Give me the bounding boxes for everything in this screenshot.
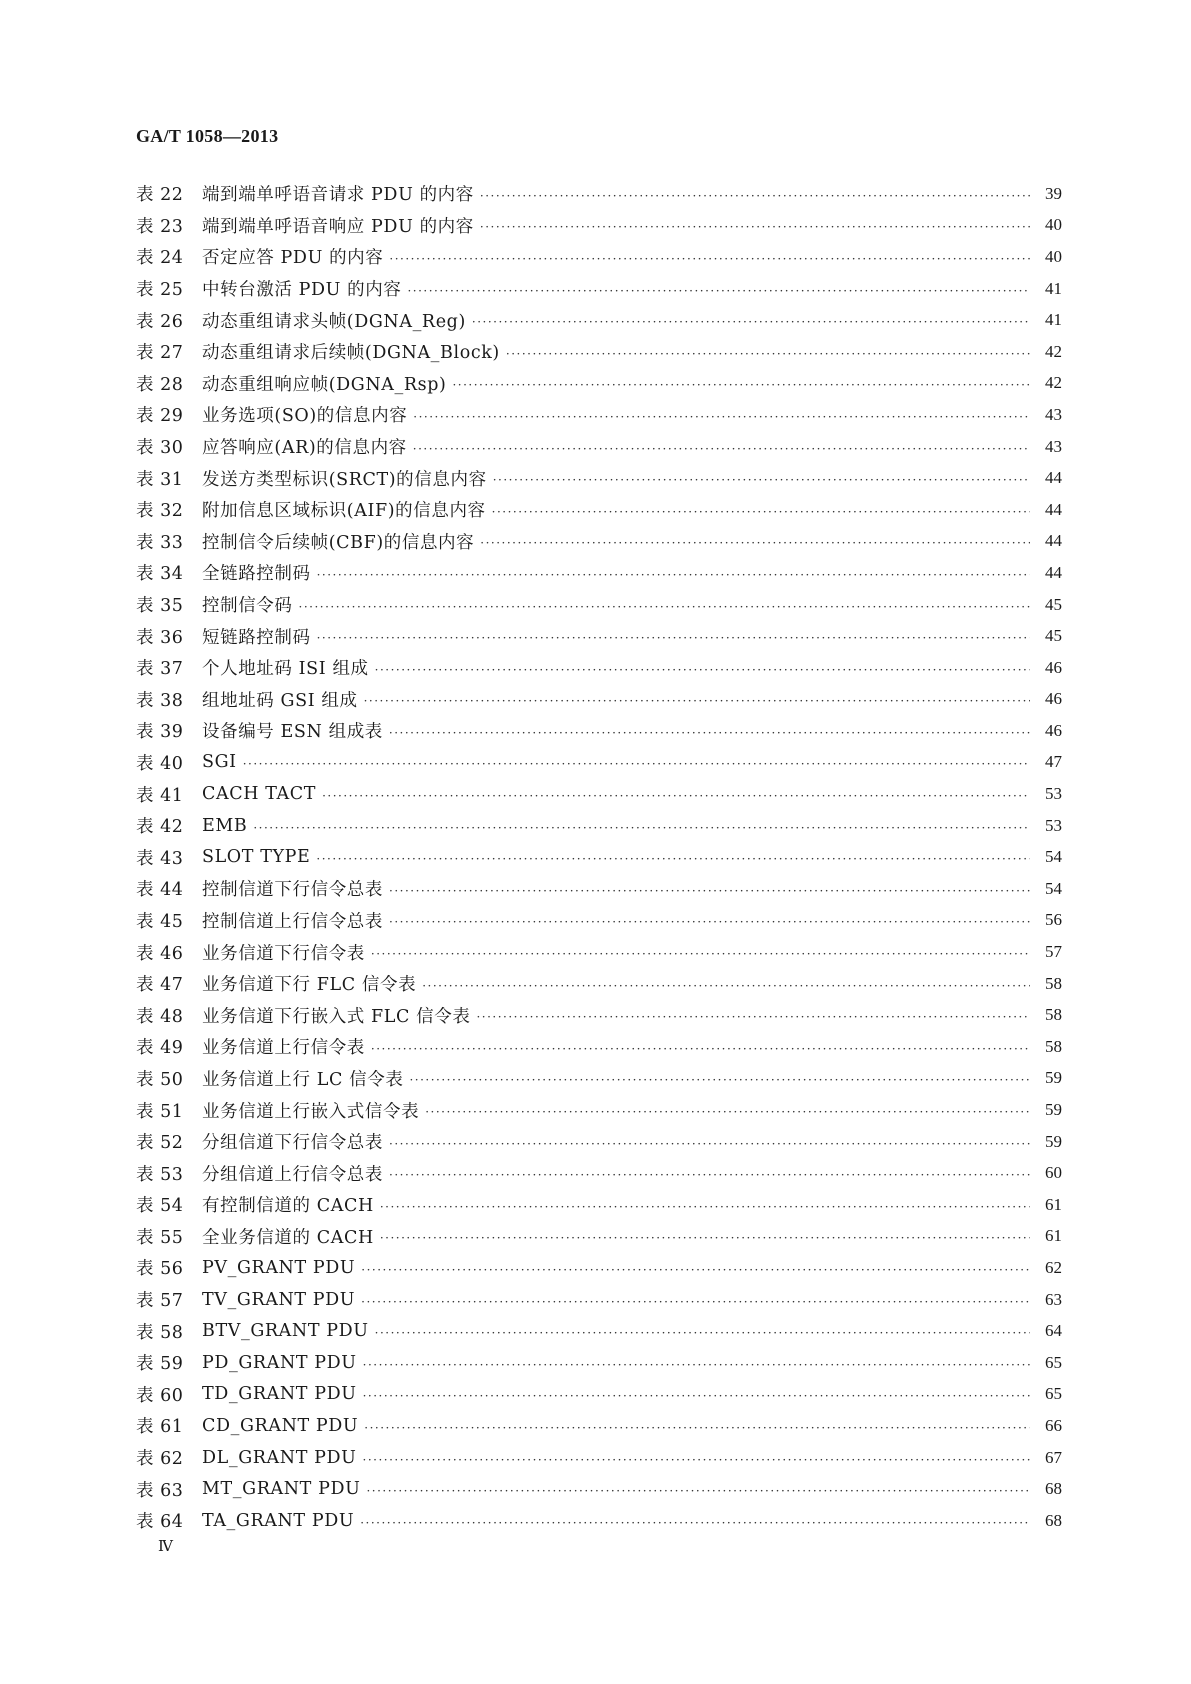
toc-entry-label: 表 60 (136, 1385, 184, 1406)
dot-leader (363, 1358, 1030, 1372)
toc-entry[interactable] (136, 210, 1062, 242)
toc-entry-title: 分组信道上行信令总表 (202, 1164, 383, 1185)
toc-entry-page: 42 (1045, 373, 1062, 393)
toc-entry[interactable] (136, 273, 1062, 305)
toc-entry-title: 控制信令后续帧(CBF)的信息内容 (202, 532, 475, 553)
toc-entry[interactable] (136, 684, 1062, 716)
dot-leader (407, 284, 1030, 298)
toc-entry[interactable] (136, 462, 1062, 494)
toc-entry[interactable] (136, 431, 1062, 463)
toc-entry-page: 53 (1045, 784, 1062, 804)
dot-leader (476, 1010, 1030, 1024)
toc-entry-page: 65 (1045, 1384, 1062, 1404)
toc-entry-page: 58 (1045, 1005, 1062, 1025)
dot-leader (380, 1231, 1030, 1245)
toc-entry-title: 端到端单呼语音请求 PDU 的内容 (202, 185, 474, 206)
toc-entry-label: 表 33 (136, 532, 184, 553)
dot-leader (480, 536, 1030, 550)
toc-entry-label: 表 48 (136, 1006, 184, 1027)
toc-entry-title: 动态重组响应帧(DGNA_Rsp) (202, 374, 447, 395)
toc-entry-label: 表 35 (136, 596, 184, 617)
toc-entry[interactable] (136, 304, 1062, 336)
toc-entry-label: 表 63 (136, 1480, 184, 1501)
toc-entry-title: 附加信息区域标识(AIF)的信息内容 (202, 501, 486, 522)
toc-entry[interactable] (136, 589, 1062, 621)
toc-entry-label: 表 31 (136, 469, 184, 490)
document-header: GA/T 1058—2013 (136, 126, 279, 146)
dot-leader (375, 1326, 1030, 1340)
toc-entry-title: 端到端单呼语音响应 PDU 的内容 (202, 216, 474, 237)
toc-entry-label: 表 47 (136, 975, 184, 996)
dot-leader (243, 757, 1030, 771)
toc-entry[interactable] (136, 747, 1062, 779)
toc-entry[interactable] (136, 1442, 1062, 1474)
toc-entry-page: 57 (1045, 942, 1062, 962)
toc-entry-title: 全链路控制码 (202, 564, 311, 585)
toc-entry-page: 59 (1045, 1068, 1062, 1088)
page-number: Ⅳ (158, 1539, 173, 1555)
dot-leader (317, 568, 1030, 582)
toc-entry[interactable] (136, 1315, 1062, 1347)
toc-entry-title: 中转台激活 PDU 的内容 (202, 280, 402, 301)
dot-leader (316, 852, 1030, 866)
toc-entry[interactable] (136, 778, 1062, 810)
toc-entry-title: 动态重组请求后续帧(DGNA_Block) (202, 343, 500, 364)
toc-entry-title: BTV_GRANT PDU (202, 1321, 369, 1342)
toc-entry-title: TA_GRANT PDU (202, 1510, 355, 1531)
toc-entry-label: 表 54 (136, 1196, 184, 1217)
toc-entry-label: 表 37 (136, 659, 184, 680)
dot-leader (389, 884, 1030, 898)
toc-entry-title: 业务信道下行信令表 (202, 943, 365, 964)
toc-entry-title: 业务信道下行嵌入式 FLC 信令表 (202, 1006, 471, 1027)
dot-leader (322, 789, 1030, 803)
toc-entry-label: 表 46 (136, 943, 184, 964)
toc-entry[interactable] (136, 715, 1062, 747)
toc-entry[interactable] (136, 841, 1062, 873)
toc-entry[interactable] (136, 810, 1062, 842)
toc-entry[interactable] (136, 178, 1062, 210)
toc-entry-label: 表 64 (136, 1512, 184, 1533)
toc-entry[interactable] (136, 336, 1062, 368)
toc-entry-title: DL_GRANT PDU (202, 1447, 357, 1468)
dot-leader (493, 473, 1030, 487)
toc-entry[interactable] (136, 1221, 1062, 1253)
toc-entry-title: EMB (202, 815, 248, 836)
toc-entry-label: 表 53 (136, 1164, 184, 1185)
dot-leader (371, 947, 1030, 961)
toc-entry-page: 46 (1045, 720, 1062, 740)
toc-entry-title: 控制信道下行信令总表 (202, 880, 383, 901)
toc-entry-page: 41 (1045, 278, 1062, 298)
toc-entry-label: 表 27 (136, 343, 184, 364)
toc-entry-label: 表 28 (136, 374, 184, 395)
toc-entry-page: 63 (1045, 1289, 1062, 1309)
toc-entry-label: 表 45 (136, 911, 184, 932)
toc-entry-title: 动态重组请求头帧(DGNA_Reg) (202, 311, 466, 332)
toc-entry-title: 应答响应(AR)的信息内容 (202, 438, 407, 459)
toc-entry[interactable] (136, 526, 1062, 558)
toc-entry[interactable] (136, 936, 1062, 968)
dot-leader (389, 726, 1030, 740)
toc-entry-label: 表 25 (136, 280, 184, 301)
toc-entry-page: 64 (1045, 1321, 1062, 1341)
toc-entry-label: 表 34 (136, 564, 184, 585)
toc-entry-page: 62 (1045, 1257, 1062, 1277)
toc-entry-title: TV_GRANT PDU (202, 1289, 356, 1310)
toc-entry-page: 43 (1045, 404, 1062, 424)
toc-entry-label: 表 42 (136, 817, 184, 838)
toc-entry-label: 表 40 (136, 753, 184, 774)
toc-entry-title: SLOT TYPE (202, 847, 311, 868)
toc-entry-label: 表 26 (136, 311, 184, 332)
toc-entry-page: 46 (1045, 657, 1062, 677)
toc-entry-title: CACH TACT (202, 784, 317, 805)
toc-entry-title: 业务信道上行嵌入式信令表 (202, 1101, 420, 1122)
toc-entry-page: 60 (1045, 1163, 1062, 1183)
toc-entry-label: 表 51 (136, 1101, 184, 1122)
dot-leader (422, 979, 1030, 993)
toc-entry-page: 59 (1045, 1131, 1062, 1151)
toc-entry-page: 58 (1045, 973, 1062, 993)
toc-entry-title: PV_GRANT PDU (202, 1257, 356, 1278)
toc-entry-title: 设备编号 ESN 组成表 (202, 722, 383, 743)
dot-leader (361, 1295, 1030, 1309)
toc-entry-page: 44 (1045, 468, 1062, 488)
toc-entry-title: 发送方类型标识(SRCT)的信息内容 (202, 469, 487, 490)
dot-leader (380, 1200, 1030, 1214)
dot-leader (480, 189, 1030, 203)
dot-leader (389, 252, 1030, 266)
dot-leader (492, 505, 1030, 519)
toc-entry-page: 39 (1045, 183, 1062, 203)
toc-entry-label: 表 39 (136, 722, 184, 743)
toc-entry[interactable] (136, 652, 1062, 684)
toc-entry-label: 表 44 (136, 880, 184, 901)
toc-entry-page: 43 (1045, 436, 1062, 456)
toc-entry-page: 59 (1045, 1100, 1062, 1120)
toc-entry-title: PD_GRANT PDU (202, 1352, 357, 1373)
toc-entry[interactable] (136, 1252, 1062, 1284)
toc-entry-page: 47 (1045, 752, 1062, 772)
dot-leader (361, 1263, 1030, 1277)
toc-entry-page: 42 (1045, 341, 1062, 361)
toc-entry-title: 全业务信道的 CACH (202, 1227, 374, 1248)
toc-entry-label: 表 49 (136, 1038, 184, 1059)
toc-entry-page: 44 (1045, 499, 1062, 519)
dot-leader (506, 347, 1030, 361)
toc-entry-page: 46 (1045, 689, 1062, 709)
toc-entry-page: 45 (1045, 594, 1062, 614)
toc-entry-page: 53 (1045, 815, 1062, 835)
toc-entry-page: 58 (1045, 1036, 1062, 1056)
dot-leader (366, 1484, 1030, 1498)
dot-leader (364, 694, 1030, 708)
toc-entry[interactable] (136, 368, 1062, 400)
toc-entry-title: TD_GRANT PDU (202, 1384, 357, 1405)
dot-leader (299, 600, 1031, 614)
toc-entry[interactable] (136, 1284, 1062, 1316)
toc-entry[interactable] (136, 905, 1062, 937)
toc-entry-label: 表 58 (136, 1322, 184, 1343)
toc-entry-label: 表 61 (136, 1417, 184, 1438)
dot-leader (371, 1042, 1030, 1056)
dot-leader (409, 1073, 1030, 1087)
toc-entry[interactable] (136, 1347, 1062, 1379)
toc-entry[interactable] (136, 1473, 1062, 1505)
dot-leader (452, 378, 1030, 392)
toc-entry[interactable] (136, 1063, 1062, 1095)
toc-entry-title: 控制信道上行信令总表 (202, 911, 383, 932)
toc-entry[interactable] (136, 968, 1062, 1000)
toc-entry-label: 表 36 (136, 627, 184, 648)
toc-entry-title: 个人地址码 ISI 组成 (202, 659, 369, 680)
toc-entry-label: 表 29 (136, 406, 184, 427)
toc-entry-label: 表 50 (136, 1069, 184, 1090)
toc-entry-label: 表 23 (136, 216, 184, 237)
toc-entry-title: 控制信令码 (202, 596, 293, 617)
toc-entry-label: 表 32 (136, 501, 184, 522)
toc-entry-label: 表 30 (136, 438, 184, 459)
toc-entry-page: 56 (1045, 910, 1062, 930)
toc-entry-title: 业务信道下行 FLC 信令表 (202, 975, 417, 996)
toc-entry-label: 表 43 (136, 848, 184, 869)
toc-entry[interactable] (136, 241, 1062, 273)
table-of-contents (136, 178, 1062, 1537)
dot-leader (413, 442, 1030, 456)
toc-entry-title: 组地址码 GSI 组成 (202, 690, 358, 711)
toc-entry-page: 61 (1045, 1226, 1062, 1246)
toc-entry-title: 业务信道上行 LC 信令表 (202, 1069, 404, 1090)
dot-leader (472, 315, 1030, 329)
toc-entry-label: 表 56 (136, 1259, 184, 1280)
toc-entry-label: 表 52 (136, 1133, 184, 1154)
dot-leader (389, 1137, 1030, 1151)
toc-entry[interactable] (136, 1031, 1062, 1063)
toc-entry-page: 40 (1045, 246, 1062, 266)
toc-entry-label: 表 41 (136, 785, 184, 806)
dot-leader (413, 410, 1030, 424)
toc-entry-page: 45 (1045, 626, 1062, 646)
dot-leader (317, 631, 1030, 645)
toc-entry-title: SGI (202, 752, 237, 773)
toc-entry-page: 61 (1045, 1194, 1062, 1214)
toc-entry-title: 否定应答 PDU 的内容 (202, 248, 384, 269)
toc-entry-page: 41 (1045, 310, 1062, 330)
toc-entry-title: MT_GRANT PDU (202, 1479, 361, 1500)
toc-entry-label: 表 55 (136, 1227, 184, 1248)
dot-leader (425, 1105, 1030, 1119)
toc-entry[interactable] (136, 873, 1062, 905)
dot-leader (360, 1516, 1030, 1530)
toc-entry-title: 分组信道下行信令总表 (202, 1133, 383, 1154)
toc-entry[interactable] (136, 620, 1062, 652)
toc-entry[interactable] (136, 1126, 1062, 1158)
toc-entry-page: 44 (1045, 531, 1062, 551)
toc-entry-page: 54 (1045, 878, 1062, 898)
toc-entry-title: CD_GRANT PDU (202, 1415, 359, 1436)
toc-entry-page: 40 (1045, 215, 1062, 235)
toc-entry[interactable] (136, 1410, 1062, 1442)
toc-entry-page: 65 (1045, 1352, 1062, 1372)
toc-entry-label: 表 57 (136, 1291, 184, 1312)
toc-entry-label: 表 62 (136, 1449, 184, 1470)
dot-leader (389, 1168, 1030, 1182)
toc-entry-title: 短链路控制码 (202, 627, 311, 648)
dot-leader (389, 915, 1030, 929)
toc-entry[interactable] (136, 1505, 1062, 1537)
toc-entry-label: 表 38 (136, 690, 184, 711)
dot-leader (375, 663, 1030, 677)
toc-entry[interactable] (136, 1094, 1062, 1126)
toc-entry[interactable] (136, 494, 1062, 526)
toc-entry-title: 业务选项(SO)的信息内容 (202, 406, 408, 427)
dot-leader (364, 1421, 1030, 1435)
toc-entry-page: 67 (1045, 1447, 1062, 1467)
dot-leader (363, 1389, 1030, 1403)
toc-entry-page: 66 (1045, 1415, 1062, 1435)
toc-entry[interactable] (136, 1157, 1062, 1189)
toc-entry[interactable] (136, 1189, 1062, 1221)
toc-entry[interactable] (136, 399, 1062, 431)
toc-entry-title: 业务信道上行信令表 (202, 1038, 365, 1059)
toc-entry-label: 表 22 (136, 185, 184, 206)
toc-entry[interactable] (136, 557, 1062, 589)
dot-leader (253, 821, 1030, 835)
toc-entry[interactable] (136, 999, 1062, 1031)
toc-entry-title: 有控制信道的 CACH (202, 1196, 374, 1217)
toc-entry-page: 54 (1045, 847, 1062, 867)
toc-entry[interactable] (136, 1379, 1062, 1411)
dot-leader (480, 220, 1030, 234)
toc-entry-page: 44 (1045, 562, 1062, 582)
toc-entry-label: 表 24 (136, 248, 184, 269)
toc-entry-page: 68 (1045, 1510, 1062, 1530)
dot-leader (363, 1453, 1031, 1467)
toc-entry-label: 表 59 (136, 1354, 184, 1375)
toc-entry-page: 68 (1045, 1479, 1062, 1499)
